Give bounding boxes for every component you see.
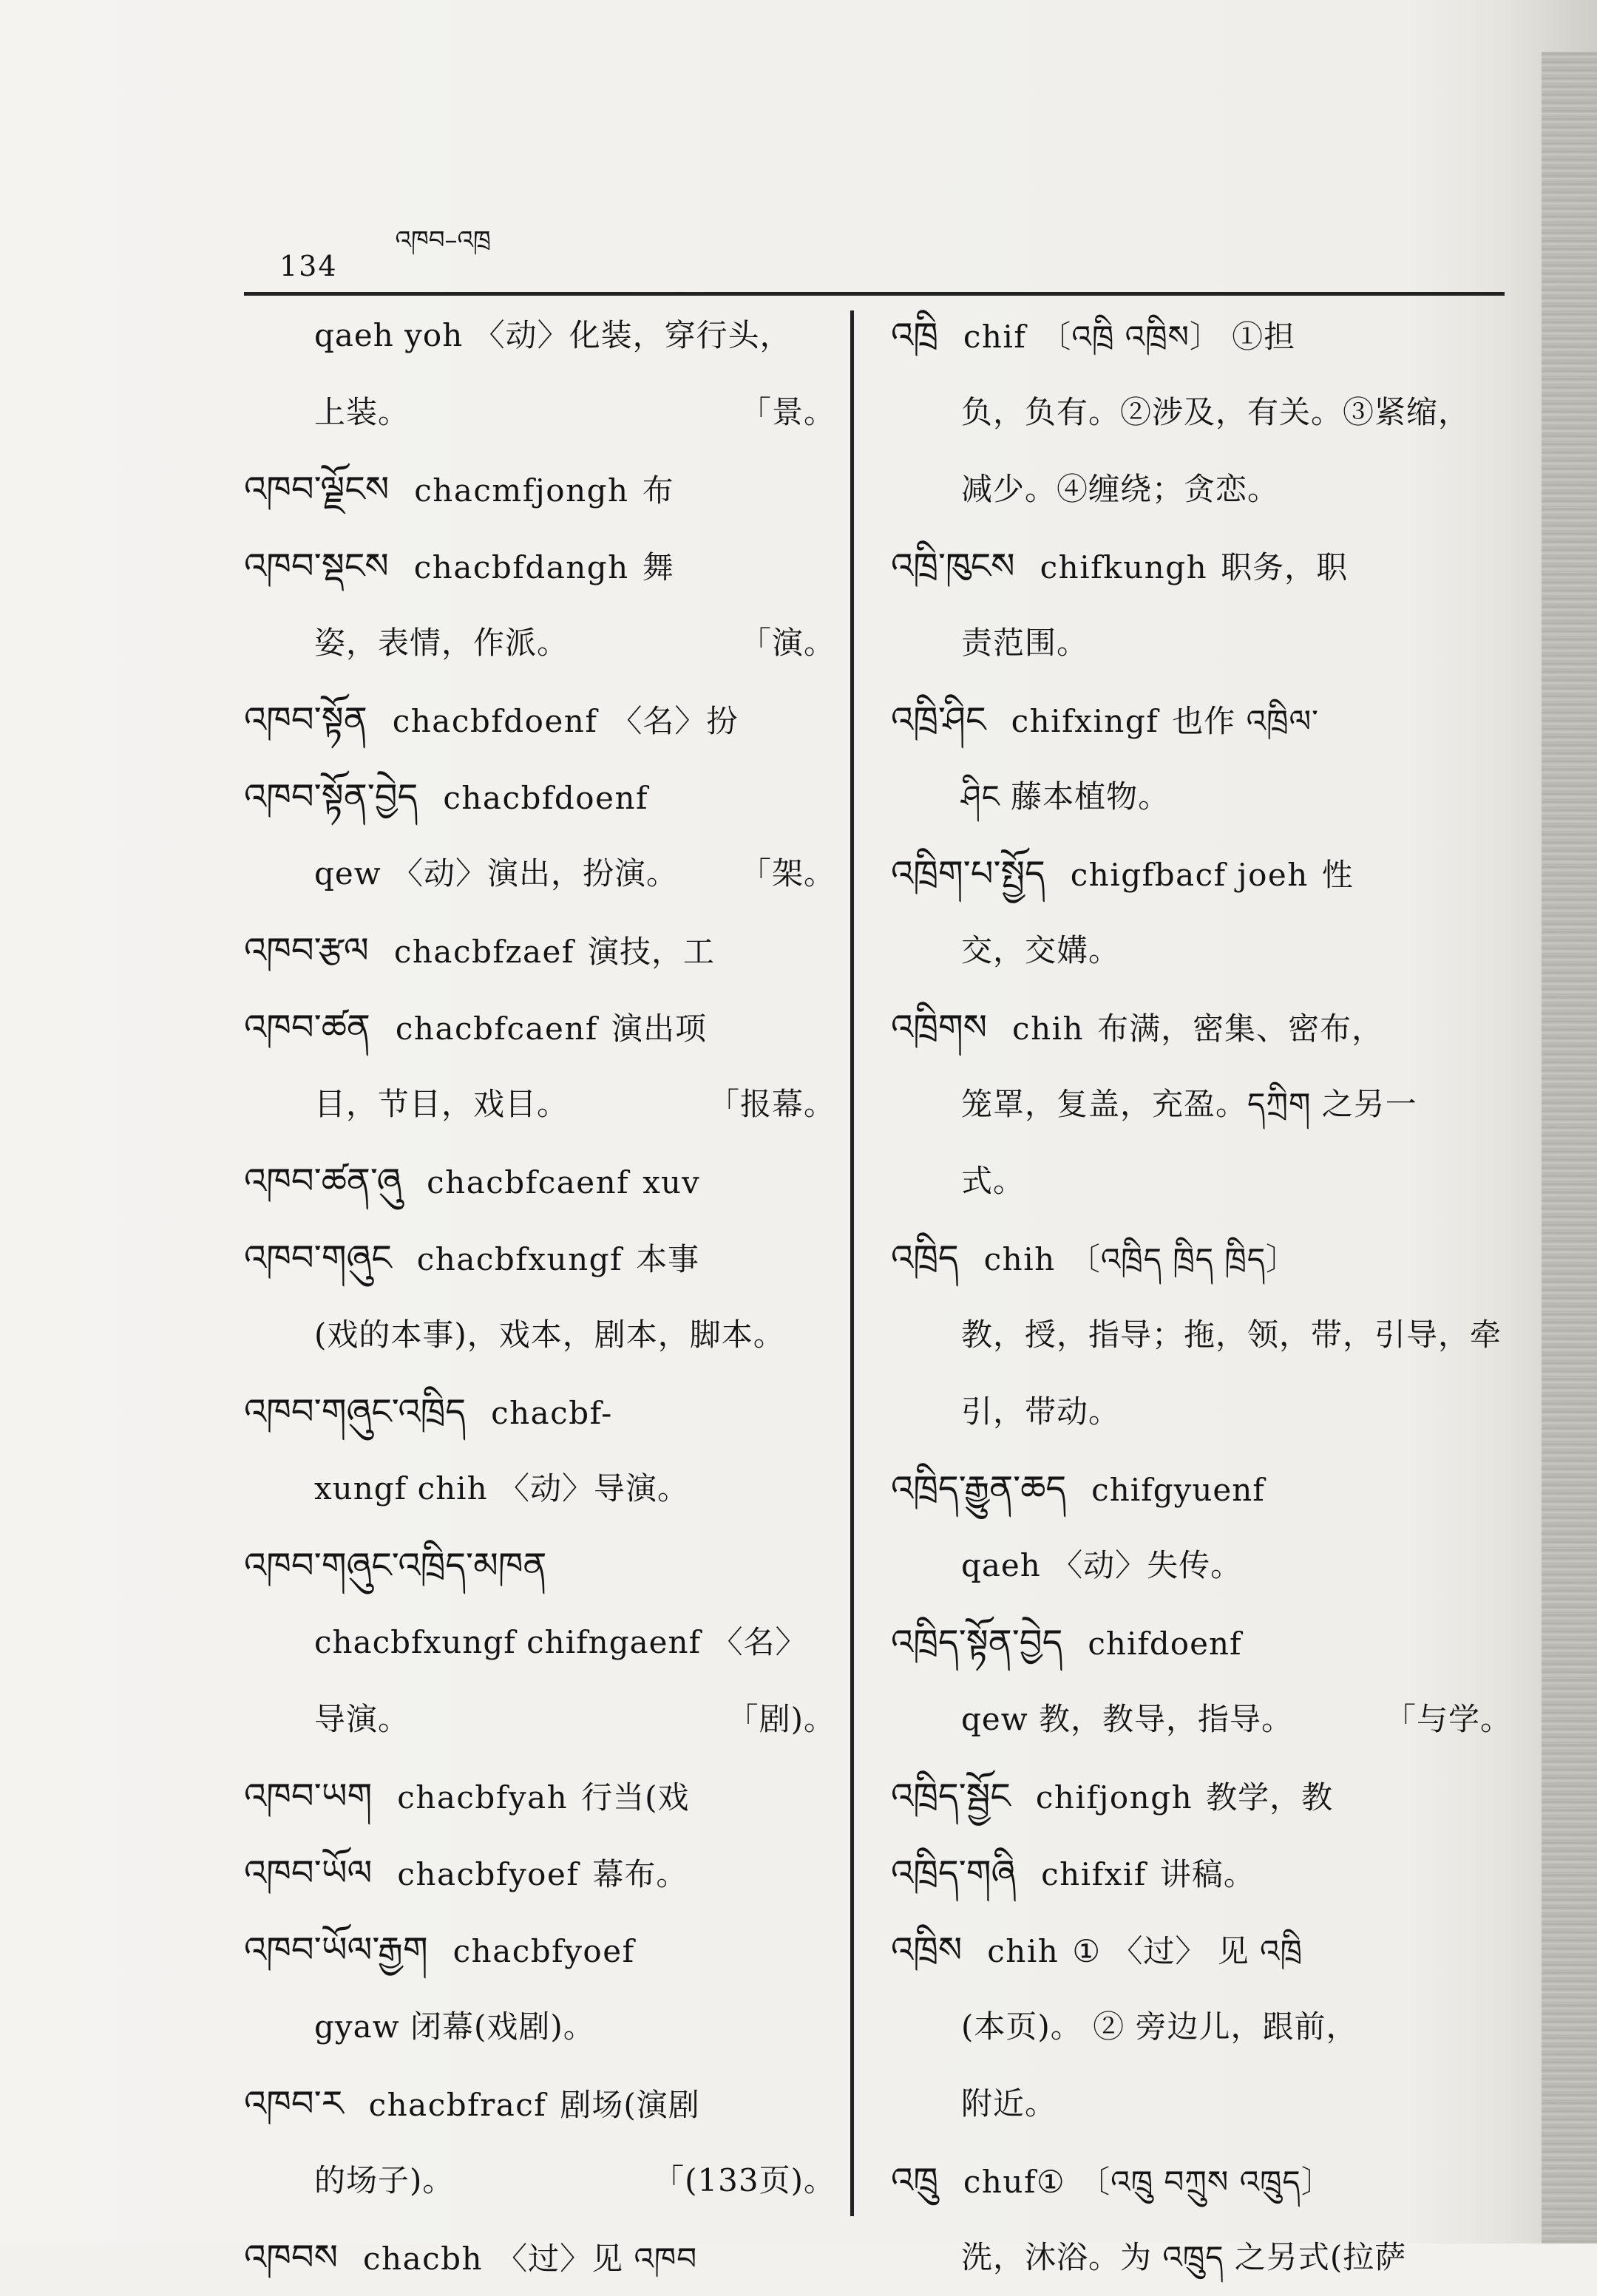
dictionary-entry bbox=[244, 2065, 835, 2142]
dictionary-entry bbox=[891, 297, 1512, 374]
definition-text: 姿，表情，作派。 bbox=[314, 625, 569, 661]
definition: ① 〈过〉 见 འཁྲི bbox=[1072, 1933, 1303, 1969]
entry-continuation-line bbox=[891, 1681, 1512, 1758]
definition-text: 减少。④缠绕；贪恋。 bbox=[961, 471, 1280, 507]
dictionary-entry bbox=[244, 528, 835, 605]
tibetan-headword: འཁྲིད་སྦྱོང bbox=[891, 1776, 1011, 1817]
definition-text: xungf chih 〈动〉导演。 bbox=[314, 1470, 689, 1507]
tibetan-headword: འཁྲི་ཤིང bbox=[891, 699, 986, 741]
entry-continuation-line bbox=[244, 1988, 835, 2065]
definition-text: 导演。 bbox=[314, 1701, 410, 1737]
definition-text: gyaw 闭幕(戏剧)。 bbox=[314, 2008, 595, 2045]
definition: 布 bbox=[642, 472, 674, 509]
page-header bbox=[279, 225, 491, 282]
continuation-marker: 「与学。 bbox=[1384, 1701, 1512, 1737]
tibetan-headword: འཁྲིད bbox=[891, 1237, 959, 1279]
dictionary-entry bbox=[244, 682, 835, 758]
entry-continuation-line bbox=[244, 1681, 835, 1758]
definition-text: 笼罩，复盖，充盈。དཀྲིག 之另一 bbox=[961, 1086, 1417, 1122]
definition: 幕布。 bbox=[592, 1856, 688, 1892]
tibetan-headword: འཁྲིག་པ་སྤྱོད bbox=[891, 853, 1045, 894]
romanization: chacmfjongh bbox=[414, 472, 629, 509]
tibetan-headword: འཁྲི bbox=[891, 315, 938, 356]
tibetan-headword: འཁྲིད་རྒྱུན་ཆད bbox=[891, 1468, 1067, 1509]
definition-text: qaeh 〈动〉失传。 bbox=[961, 1547, 1243, 1583]
definition-text: 引，带动。 bbox=[961, 1393, 1121, 1430]
tibetan-headword: འཁབ་སྟོན་བྱེད bbox=[244, 776, 418, 818]
entry-continuation-line bbox=[244, 1297, 835, 1373]
definition: 职务，职 bbox=[1221, 549, 1349, 585]
definition-text: qaeh yoh 〈动〉化装，穿行头， bbox=[314, 317, 792, 353]
dictionary-entry bbox=[891, 528, 1512, 605]
tibetan-headword: འཁབ་གཞུང་འཁྲིད་མཁན bbox=[244, 1545, 547, 1586]
romanization: chacbfxungf bbox=[416, 1241, 623, 1277]
tibetan-headword: འཁབ་སྡངས bbox=[244, 546, 389, 587]
romanization: chacbfdangh bbox=[413, 549, 629, 585]
definition: 剧场(演剧 bbox=[560, 2087, 700, 2123]
definition-text: 交，交媾。 bbox=[961, 932, 1121, 968]
tibetan-headword: འཁྲུ bbox=[891, 2160, 938, 2201]
definition-text: (本页)。 ② 旁边儿，跟前， bbox=[961, 2008, 1358, 2045]
dictionary-entry bbox=[244, 1220, 835, 1297]
tibetan-headword: འཁྲིད་གཞི bbox=[891, 1852, 1017, 1894]
definition-text: (戏的本事)，戏本，剧本，脚本。 bbox=[314, 1317, 785, 1353]
page-number: 134 bbox=[279, 250, 338, 282]
tibetan-headword: འཁབ་ར bbox=[244, 2083, 344, 2125]
entry-continuation-line bbox=[891, 1988, 1512, 2065]
dictionary-entry bbox=[244, 1527, 835, 1604]
tibetan-headword: འཁྲི་ཁུངས bbox=[891, 546, 1015, 587]
romanization: chacbfyah bbox=[397, 1779, 569, 1816]
romanization: chigfbacf joeh bbox=[1070, 857, 1309, 893]
continuation-marker: 「演。 bbox=[739, 625, 835, 661]
column-divider bbox=[850, 310, 854, 2216]
definition-text: chacbfxungf chifngaenf 〈名〉 bbox=[314, 1624, 807, 1660]
definition: chifdoenf bbox=[1088, 1626, 1242, 1662]
entry-continuation-line bbox=[244, 835, 835, 912]
definition-text: qew 教，教导，指导。 bbox=[961, 1701, 1294, 1737]
romanization: chacbfzaef bbox=[393, 934, 574, 970]
definition: 本事 bbox=[636, 1241, 700, 1277]
entry-continuation-line bbox=[891, 1297, 1512, 1373]
definition: 〔འཁྲི འཁྲིས〕 ①担 bbox=[1040, 319, 1296, 355]
definition: 教学，教 bbox=[1206, 1779, 1334, 1816]
definition-text: 目，节目，戏目。 bbox=[314, 1086, 569, 1122]
tibetan-headword: འཁབ་ཡོལ་རྒྱག bbox=[244, 1929, 428, 1971]
dictionary-entry bbox=[891, 1835, 1512, 1912]
entry-continuation-line bbox=[891, 912, 1512, 989]
romanization: chacbfyoef bbox=[397, 1856, 580, 1892]
romanization: chifxingf bbox=[1011, 703, 1159, 739]
definition: 〔འཁྲིད ཁྲིད ཁྲིད〕 bbox=[1068, 1241, 1298, 1277]
definition-text: 责范围。 bbox=[961, 625, 1089, 661]
continuation-marker: 「剧)。 bbox=[727, 1701, 835, 1737]
continuation-marker: 「报幕。 bbox=[708, 1086, 835, 1122]
entry-continuation-line bbox=[891, 1143, 1512, 1220]
entry-continuation-line bbox=[891, 1066, 1512, 1143]
entry-continuation-line bbox=[891, 605, 1512, 682]
dictionary-entry bbox=[244, 451, 835, 528]
right-column bbox=[891, 297, 1512, 2296]
definition-text: qew 〈动〉演出，扮演。 bbox=[314, 855, 679, 891]
dictionary-entry bbox=[891, 2142, 1512, 2219]
tibetan-headword: འཁབ་ཡོལ bbox=[244, 1852, 373, 1894]
continuation-marker: 「架。 bbox=[739, 855, 835, 891]
definition: xuv bbox=[642, 1164, 700, 1200]
definition-text: 附近。 bbox=[961, 2085, 1057, 2122]
definition-text: 教，授，指导；拖，领，带，引导，牵 bbox=[961, 1317, 1502, 1353]
definition-text: 上装。 bbox=[314, 394, 410, 430]
entry-continuation-line bbox=[891, 758, 1512, 835]
entry-continuation-line bbox=[891, 1373, 1512, 1450]
romanization: chifkungh bbox=[1040, 549, 1208, 585]
entry-continuation-line bbox=[891, 451, 1512, 528]
romanization: chacbfcaenf bbox=[395, 1011, 598, 1047]
romanization: chacbh bbox=[363, 2241, 484, 2277]
continuation-marker: 「(133页)。 bbox=[653, 2162, 835, 2198]
romanization: chif bbox=[963, 319, 1027, 355]
romanization: chacbfracf bbox=[368, 2087, 547, 2123]
tibetan-headword: འཁབ་ལྗོངས bbox=[244, 469, 390, 510]
tibetan-headword: འཁབ་ཡག bbox=[244, 1776, 373, 1817]
tibetan-headword: འཁབ་གཞུང bbox=[244, 1237, 392, 1279]
definition-text: 式。 bbox=[961, 1163, 1025, 1199]
dictionary-entry bbox=[891, 1912, 1512, 1988]
romanization: chih bbox=[987, 1933, 1059, 1969]
entry-continuation-line bbox=[244, 374, 835, 451]
dictionary-entry bbox=[891, 989, 1512, 1066]
header-rule bbox=[244, 292, 1505, 296]
dictionary-entry bbox=[244, 1758, 835, 1835]
definition: 讲稿。 bbox=[1159, 1856, 1255, 1892]
dictionary-entry bbox=[244, 1912, 835, 1988]
definition: 布满，密集、密布， bbox=[1097, 1011, 1384, 1047]
dictionary-entry bbox=[891, 1450, 1512, 1527]
definition: 舞 bbox=[642, 549, 674, 585]
definition: 〔འཁྲུ བཀྲུས འཁྲུད〕 bbox=[1079, 2164, 1333, 2200]
tibetan-headword: འཁབ་གཞུང་འཁྲིད bbox=[244, 1391, 467, 1433]
definition: 〈过〉见 འཁབ bbox=[496, 2241, 698, 2277]
romanization: chacbfyoef bbox=[452, 1933, 635, 1969]
definition: chifgyuenf bbox=[1091, 1472, 1265, 1508]
entry-continuation-line bbox=[891, 2065, 1512, 2142]
tibetan-headword: འཁབ་སྟོན bbox=[244, 699, 367, 741]
entry-continuation-line bbox=[244, 1066, 835, 1143]
entry-continuation-line bbox=[244, 1450, 835, 1527]
dictionary-entry bbox=[244, 1835, 835, 1912]
dictionary-entry bbox=[891, 1604, 1512, 1681]
romanization: chacbf- bbox=[491, 1395, 613, 1431]
romanization: chuf① bbox=[963, 2164, 1066, 2200]
romanization: chifjongh bbox=[1035, 1779, 1193, 1816]
tibetan-headword: འཁབས bbox=[244, 2237, 339, 2278]
dictionary-entry bbox=[244, 989, 835, 1066]
dictionary-entry bbox=[891, 1758, 1512, 1835]
entry-continuation-line bbox=[244, 297, 835, 374]
dictionary-entry bbox=[244, 1143, 835, 1220]
definition: 演技，工 bbox=[587, 934, 715, 970]
tibetan-headword: འཁྲིས bbox=[891, 1929, 963, 1971]
dictionary-entry bbox=[891, 835, 1512, 912]
definition-text: ཤིང 藤本植物。 bbox=[961, 778, 1170, 815]
definition: 性 bbox=[1321, 857, 1354, 893]
left-column bbox=[244, 297, 835, 2296]
tibetan-headword: འཁབ་ཚན bbox=[244, 1007, 370, 1048]
dictionary-entry bbox=[244, 912, 835, 989]
tibetan-headword: འཁབ་ཚན་ཞུ bbox=[244, 1161, 402, 1202]
definition: 也作 འཁྲིལ་ bbox=[1172, 703, 1319, 739]
romanization: chih bbox=[983, 1241, 1056, 1277]
tibetan-headword: འཁབ་རྩལ bbox=[244, 930, 369, 971]
romanization: chifxif bbox=[1041, 1856, 1147, 1892]
entry-continuation-line bbox=[244, 1604, 835, 1681]
entry-continuation-line bbox=[244, 605, 835, 682]
definition-text: 负，负有。②涉及，有关。③紧缩， bbox=[961, 394, 1471, 430]
tibetan-headword: འཁྲིད་སྟོན་བྱེད bbox=[891, 1622, 1063, 1663]
entry-continuation-line bbox=[891, 374, 1512, 451]
page-edge-shadow bbox=[1542, 52, 1597, 2244]
dictionary-entry bbox=[891, 1220, 1512, 1297]
romanization: chacbfdoenf bbox=[443, 780, 649, 816]
running-head: འཁབ–འཁྲ bbox=[395, 225, 491, 255]
dictionary-entry bbox=[244, 758, 835, 835]
definition-text: 的场子)。 bbox=[314, 2162, 455, 2198]
dictionary-entry bbox=[891, 682, 1512, 758]
entry-continuation-line bbox=[891, 1527, 1512, 1604]
continuation-marker: 「景。 bbox=[739, 394, 835, 430]
definition-text: 洗，沐浴。为 འཁྲུད 之另式(拉萨 bbox=[961, 2239, 1407, 2275]
tibetan-headword: འཁྲིགས bbox=[891, 1007, 988, 1048]
entry-continuation-line bbox=[244, 2142, 835, 2219]
entry-continuation-line bbox=[891, 2219, 1512, 2296]
romanization: chacbfdoenf bbox=[392, 703, 598, 739]
definition: 行当(戏 bbox=[581, 1779, 690, 1816]
dictionary-entry bbox=[244, 2219, 835, 2296]
romanization: chacbfcaenf bbox=[427, 1164, 630, 1200]
dictionary-entry bbox=[244, 1373, 835, 1450]
romanization: chih bbox=[1012, 1011, 1085, 1047]
definition: 演出项 bbox=[611, 1011, 707, 1047]
definition: 〈名〉扮 bbox=[611, 703, 739, 739]
